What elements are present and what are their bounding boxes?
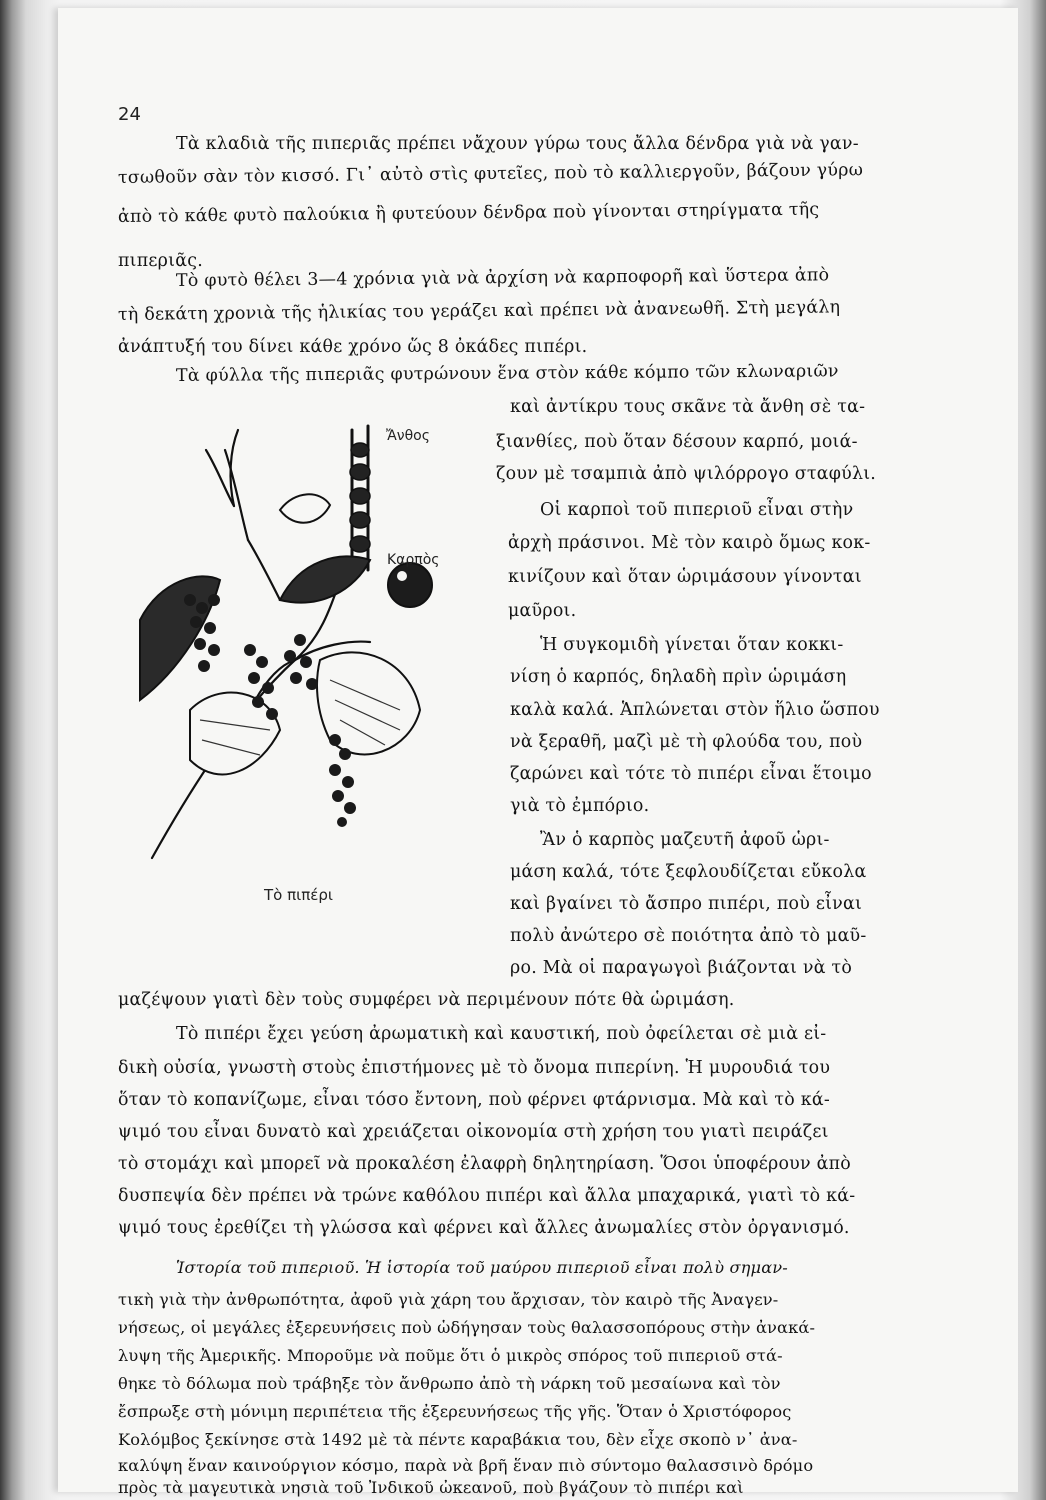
text-line: νίση ὁ καρπός, δηλαδὴ πρὶν ὡριμάση: [510, 667, 847, 687]
text-line: Κολόμβος ξεκίνησε στὰ 1492 μὲ τὰ πέντε καραβάκια του, δὲν εἶχε σκοπὸ ν᾽ ἀνα-: [118, 1430, 798, 1449]
text-line: Ἱστορία τοῦ πιπεριοῦ. Ἡ ἱστορία τοῦ μαύρου πιπεριοῦ εἶναι πολὺ σημαν-: [176, 1258, 788, 1277]
figure-caption: Τὸ πιπέρι: [264, 886, 333, 904]
text-line: καὶ βγαίνει τὸ ἄσπρο πιπέρι, ποὺ εἶναι: [510, 894, 863, 914]
leaf-left: [140, 576, 220, 700]
text-line: ἀρχὴ πράσινοι. Μὲ τὸν καιρὸ ὅμως κοκ-: [508, 533, 871, 553]
text-line: τικὴ γιὰ τὴν ἀνθρωπότητα, ἀφοῦ γιὰ χάρη του ἄρχισαν, τὸν καιρὸ τῆς Ἀναγεν-: [118, 1290, 779, 1309]
text-line: γιὰ τὸ ἐμπόριο.: [510, 796, 650, 816]
figure-label-flower: Ἄνθος: [386, 428, 430, 444]
text-line: μαῦροι.: [508, 601, 577, 621]
leaf-small: [280, 494, 330, 522]
text-line: λυψη τῆς Ἀμερικῆς. Μποροῦμε νὰ ποῦμε ὅτι ὁ μικρὸς σπόρος τοῦ πιπεριοῦ στά-: [118, 1346, 783, 1365]
text-line: Τὸ φυτὸ θέλει 3—4 χρόνια γιὰ νὰ ἀρχίση νὰ καρποφορῆ καὶ ὕστερα ἀπὸ: [175, 265, 830, 291]
text-line: δικὴ οὐσία, γνωστὴ στοὺς ἐπιστήμονες μὲ τὸ ὄνομα πιπερίνη. Ἡ μυρουδιά του: [118, 1058, 831, 1078]
text-line: ἀπὸ τὸ κάθε φυτὸ παλούκια ἢ φυτεύουν δένδρα ποὺ γίνονται στηρίγματα τῆς: [117, 199, 820, 227]
figure-label-fruit: Καρπὸς: [387, 552, 440, 568]
text-line: θηκε τὸ δόλωμα ποὺ τράβηξε τὸν ἄνθρωπο ἀπὸ τὴ νάρκη τοῦ μεσαίωνα καὶ τὸν: [118, 1374, 781, 1393]
text-line: πιπεριᾶς.: [118, 251, 203, 271]
text-line: ξιανθίες, ποὺ ὅταν δέσουν καρπό, μοιά-: [496, 432, 858, 452]
leaf-lower: [190, 693, 280, 775]
leaf-upper: [280, 556, 370, 602]
text-line: Τὰ φύλλα τῆς πιπεριᾶς φυτρώνουν ἕνα στὸν κάθε κόμπο τῶν κλωναριῶν: [175, 361, 839, 386]
text-line: ἔσπρωξε στὴ μόνιμη περιπέτεια τῆς ἐξερευνήσεως τῆς γῆς. Ὅταν ὁ Χριστόφορος: [118, 1402, 792, 1421]
text-line: τὴ δεκάτη χρονιὰ τῆς ἡλικίας του γεράζει καὶ πρέπει νὰ ἀνανεωθῆ. Στὴ μεγάλη: [117, 297, 841, 325]
text-line: δυσπεψία δὲν πρέπει νὰ τρώνε καθόλου πιπέρι καὶ ἄλλα μπαχαρικά, γιατὶ τὸ κά-: [118, 1186, 856, 1206]
text-line: μάση καλά, τότε ξεφλουδίζεται εὔκολα: [510, 862, 867, 882]
text-line: ζουν μὲ τσαμπιὰ ἀπὸ ψιλόρρογο σταφύλι.: [496, 464, 877, 484]
text-line: νὰ ξεραθῆ, μαζὶ μὲ τὴ φλούδα του, ποὺ: [510, 732, 863, 752]
text-line: ζαρώνει καὶ τότε τὸ πιπέρι εἶναι ἕτοιμο: [510, 764, 872, 784]
text-line: Ἡ συγκομιδὴ γίνεται ὅταν κοκκι-: [540, 635, 844, 655]
text-line: μαζέψουν γιατὶ δὲν τοὺς συμφέρει νὰ περιμένουν πότε θὰ ὡριμάση.: [118, 990, 735, 1010]
text-line: νήσεως, οἱ μεγάλες ἐξερευνήσεις ποὺ ὡδήγησαν τοὺς θαλασσοπόρους στὴν ἀνακά-: [118, 1318, 816, 1337]
text-line: τσωθοῦν σὰν τὸν κισσό. Γι᾽ αὐτὸ στὶς φυτεῖες, ποὺ τὸ καλλιεργοῦν, βάζουν γύρω: [117, 160, 864, 188]
text-line: ἀνάπτυξή του δίνει κάθε χρόνο ὥς 8 ὀκάδες πιπέρι.: [118, 337, 588, 357]
text-line: Τὸ πιπέρι ἔχει γεύση ἀρωματικὴ καὶ καυστική, ποὺ ὀφείλεται σὲ μιὰ εἰ-: [176, 1024, 827, 1044]
text-line: κινίζουν καὶ ὅταν ὡριμάσουν γίνονται: [508, 567, 862, 587]
fruit-drawing: [388, 563, 432, 607]
page-number: 24: [118, 104, 141, 125]
text-line: ψιμό τους ἐρεθίζει τὴ γλώσσα καὶ φέρνει καὶ ἄλλες ἀνωμαλίες στὸν ὀργανισμό.: [118, 1218, 850, 1238]
text-line: ὅταν τὸ κοπανίζωμε, εἶναι τόσο ἔντονη, ποὺ φέρνει φτάρνισμα. Μὰ καὶ τὸ κά-: [118, 1090, 831, 1110]
text-line: Οἱ καρποὶ τοῦ πιπεριοῦ εἶναι στὴν: [540, 500, 854, 520]
text-line: Ἂν ὁ καρπὸς μαζευτῆ ἀφοῦ ὡρι-: [540, 830, 830, 850]
text-line: πολὺ ἀνώτερο σὲ ποιότητα ἀπὸ τὸ μαῦ-: [510, 926, 867, 946]
text-line: καλὰ καλά. Ἁπλώνεται στὸν ἥλιο ὥσπου: [510, 700, 880, 720]
text-line: καλύψη ἕναν καινούργιον κόσμο, παρὰ νὰ βρῆ ἕναν πιὸ σύντομο θαλασσινὸ δρόμο: [118, 1456, 814, 1475]
text-line: καὶ ἀντίκρυ τους σκᾶνε τὰ ἄνθη σὲ τα-: [510, 397, 866, 417]
text-line: ψιμό του εἶναι δυνατὸ καὶ χρειάζεται οἰκονομία στὴ χρήση του γιατὶ πειράζει: [118, 1122, 829, 1142]
text-line: τὸ στομάχι καὶ μπορεῖ νὰ προκαλέση ἐλαφρὴ δηλητηρίαση. Ὅσοι ὑποφέρουν ἀπὸ: [118, 1154, 851, 1174]
text-line: πρὸς τὰ μαγευτικὰ νησιὰ τοῦ Ἰνδικοῦ ὠκεανοῦ, ποὺ βγάζουν τὸ πιπέρι καὶ: [118, 1478, 744, 1497]
pepper-plant-illustration: [130, 410, 500, 870]
text-line: ρο. Μὰ οἱ παραγωγοὶ βιάζονται νὰ τὸ: [510, 958, 853, 978]
text-line: Τὰ κλαδιὰ τῆς πιπεριᾶς πρέπει νἄχουν γύρω τους ἄλλα δένδρα γιὰ νὰ γαν-: [176, 134, 859, 154]
